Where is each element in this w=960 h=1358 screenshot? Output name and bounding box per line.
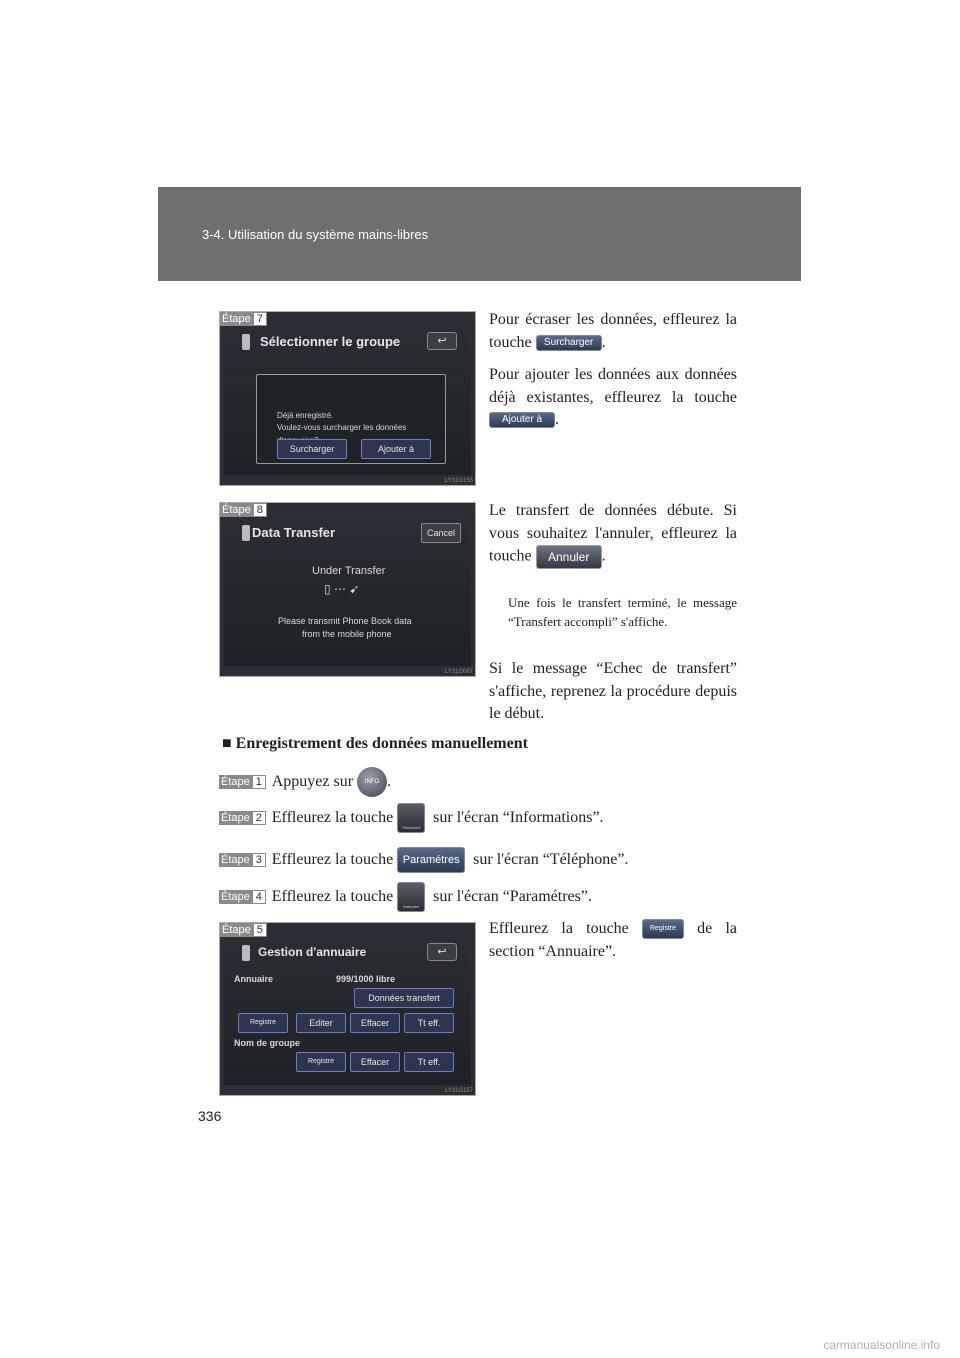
section-header [158,187,801,281]
image-code: LY31G067 [444,669,473,675]
cancel-button: Cancel [421,523,461,543]
screen-title: Data Transfer [252,525,336,540]
section-title: 3-4. Utilisation du système mains-libres [202,227,429,242]
transfer-msg-1: Please transmit Phone Book data [278,616,412,626]
ajouter-button: Ajouter à [361,439,431,459]
registre-button: Registre [238,1013,288,1033]
step-label-4: Étape 4 [219,890,266,904]
step7-para2: Pour ajouter les données aux données déjà existantes, effleurez la touche Ajouter à . [489,366,737,428]
ajouter-key-icon: Ajouter à [489,412,555,428]
annuaire-key-icon: Annuaire [397,882,425,912]
page-number: 336 [198,1108,222,1124]
under-transfer-text: Under Transfer [312,565,386,577]
dialog-text-2: Voulez-vous surcharger les données [277,423,407,432]
phonebook-count: 999/1000 libre [336,974,396,984]
transfer-msg-2: from the mobile phone [302,629,392,639]
parametres-key-icon: Paramétres [397,847,465,873]
step-label-7: Étape 7 [220,312,267,326]
surcharger-button: Surcharger [277,439,347,459]
step-label-3: Étape 3 [219,853,266,867]
info-button-icon: INFO [357,767,387,797]
back-icon: ↩ [427,943,457,961]
editer-button: Editer [296,1013,346,1033]
delete-all-button: Tt eff. [404,1013,454,1033]
image-code: LY31G155 [444,478,473,484]
back-icon: ↩ [427,332,457,350]
group-delete-all-button: Tt eff. [404,1052,454,1072]
watermark: carmanualsonline.info [823,1338,940,1352]
group-registre-button: Registre [296,1052,346,1072]
data-transfer-button: Données transfert [354,988,454,1008]
group-name-label: Nom de groupe [234,1038,301,1048]
screen-data-transfer [219,502,476,677]
step8-para2: Si le message “Echec de transfert” s'affiche, reprenez la procédure depuis le début. [489,660,737,722]
annuaire-label: Annuaire [234,974,274,984]
screen-title: Sélectionner le groupe [260,334,401,349]
step-2: Étape 2 Effleurez la touche Téléphone sur l'écran “Informations”. [219,803,604,833]
step-4: Étape 4 Effleurez la touche Annuaire sur l'écran “Paramétres”. [219,882,592,912]
step8-note: Une fois le transfert terminé, le message “Transfert accompli” s'affiche. [508,595,737,629]
step7-para1: Pour écraser les données, effleurez la touche Surcharger . [489,311,737,351]
step5-para: Effleurez la touche Registre de la section “Annuaire”. [489,920,738,960]
screen-title: Gestion d'annuaire [258,945,367,959]
dialog-text-1: Déjà enregistré. [277,411,334,420]
phone-icon [242,945,250,961]
screen-phonebook-management [219,922,476,1096]
confirm-dialog [256,374,446,464]
step8-para1: Le transfert de données débute. Si vous souhaitez l'annuler, effleurez la touche Annuler . [489,500,737,569]
step-label-1: Étape 1 [219,775,266,789]
surcharger-key-icon: Surcharger [536,335,602,351]
phone-icon [242,334,250,350]
transfer-arrow-icon: ▯ ⋯ ➹ [324,582,360,596]
step-label-2: Étape 2 [219,811,266,825]
step-1: Étape 1 Appuyez sur INFO . [219,767,391,797]
group-effacer-button: Effacer [350,1052,400,1072]
telephone-key-icon: Téléphone [397,803,425,833]
step-label-5: Étape 5 [220,923,267,937]
annuler-key-icon: Annuler [536,545,602,569]
step-label-8: Étape 8 [220,503,267,517]
step-3: Étape 3 Effleurez la touche Paramétres sur l'écran “Téléphone”. [219,845,628,875]
effacer-button: Effacer [350,1013,400,1033]
image-code: LY31G157 [444,1088,473,1094]
phone-icon [242,525,250,541]
section-heading: ■ Enregistrement des données manuellement [222,735,528,752]
registre-key-icon: Registre [642,919,684,939]
screen-select-group [219,311,476,486]
